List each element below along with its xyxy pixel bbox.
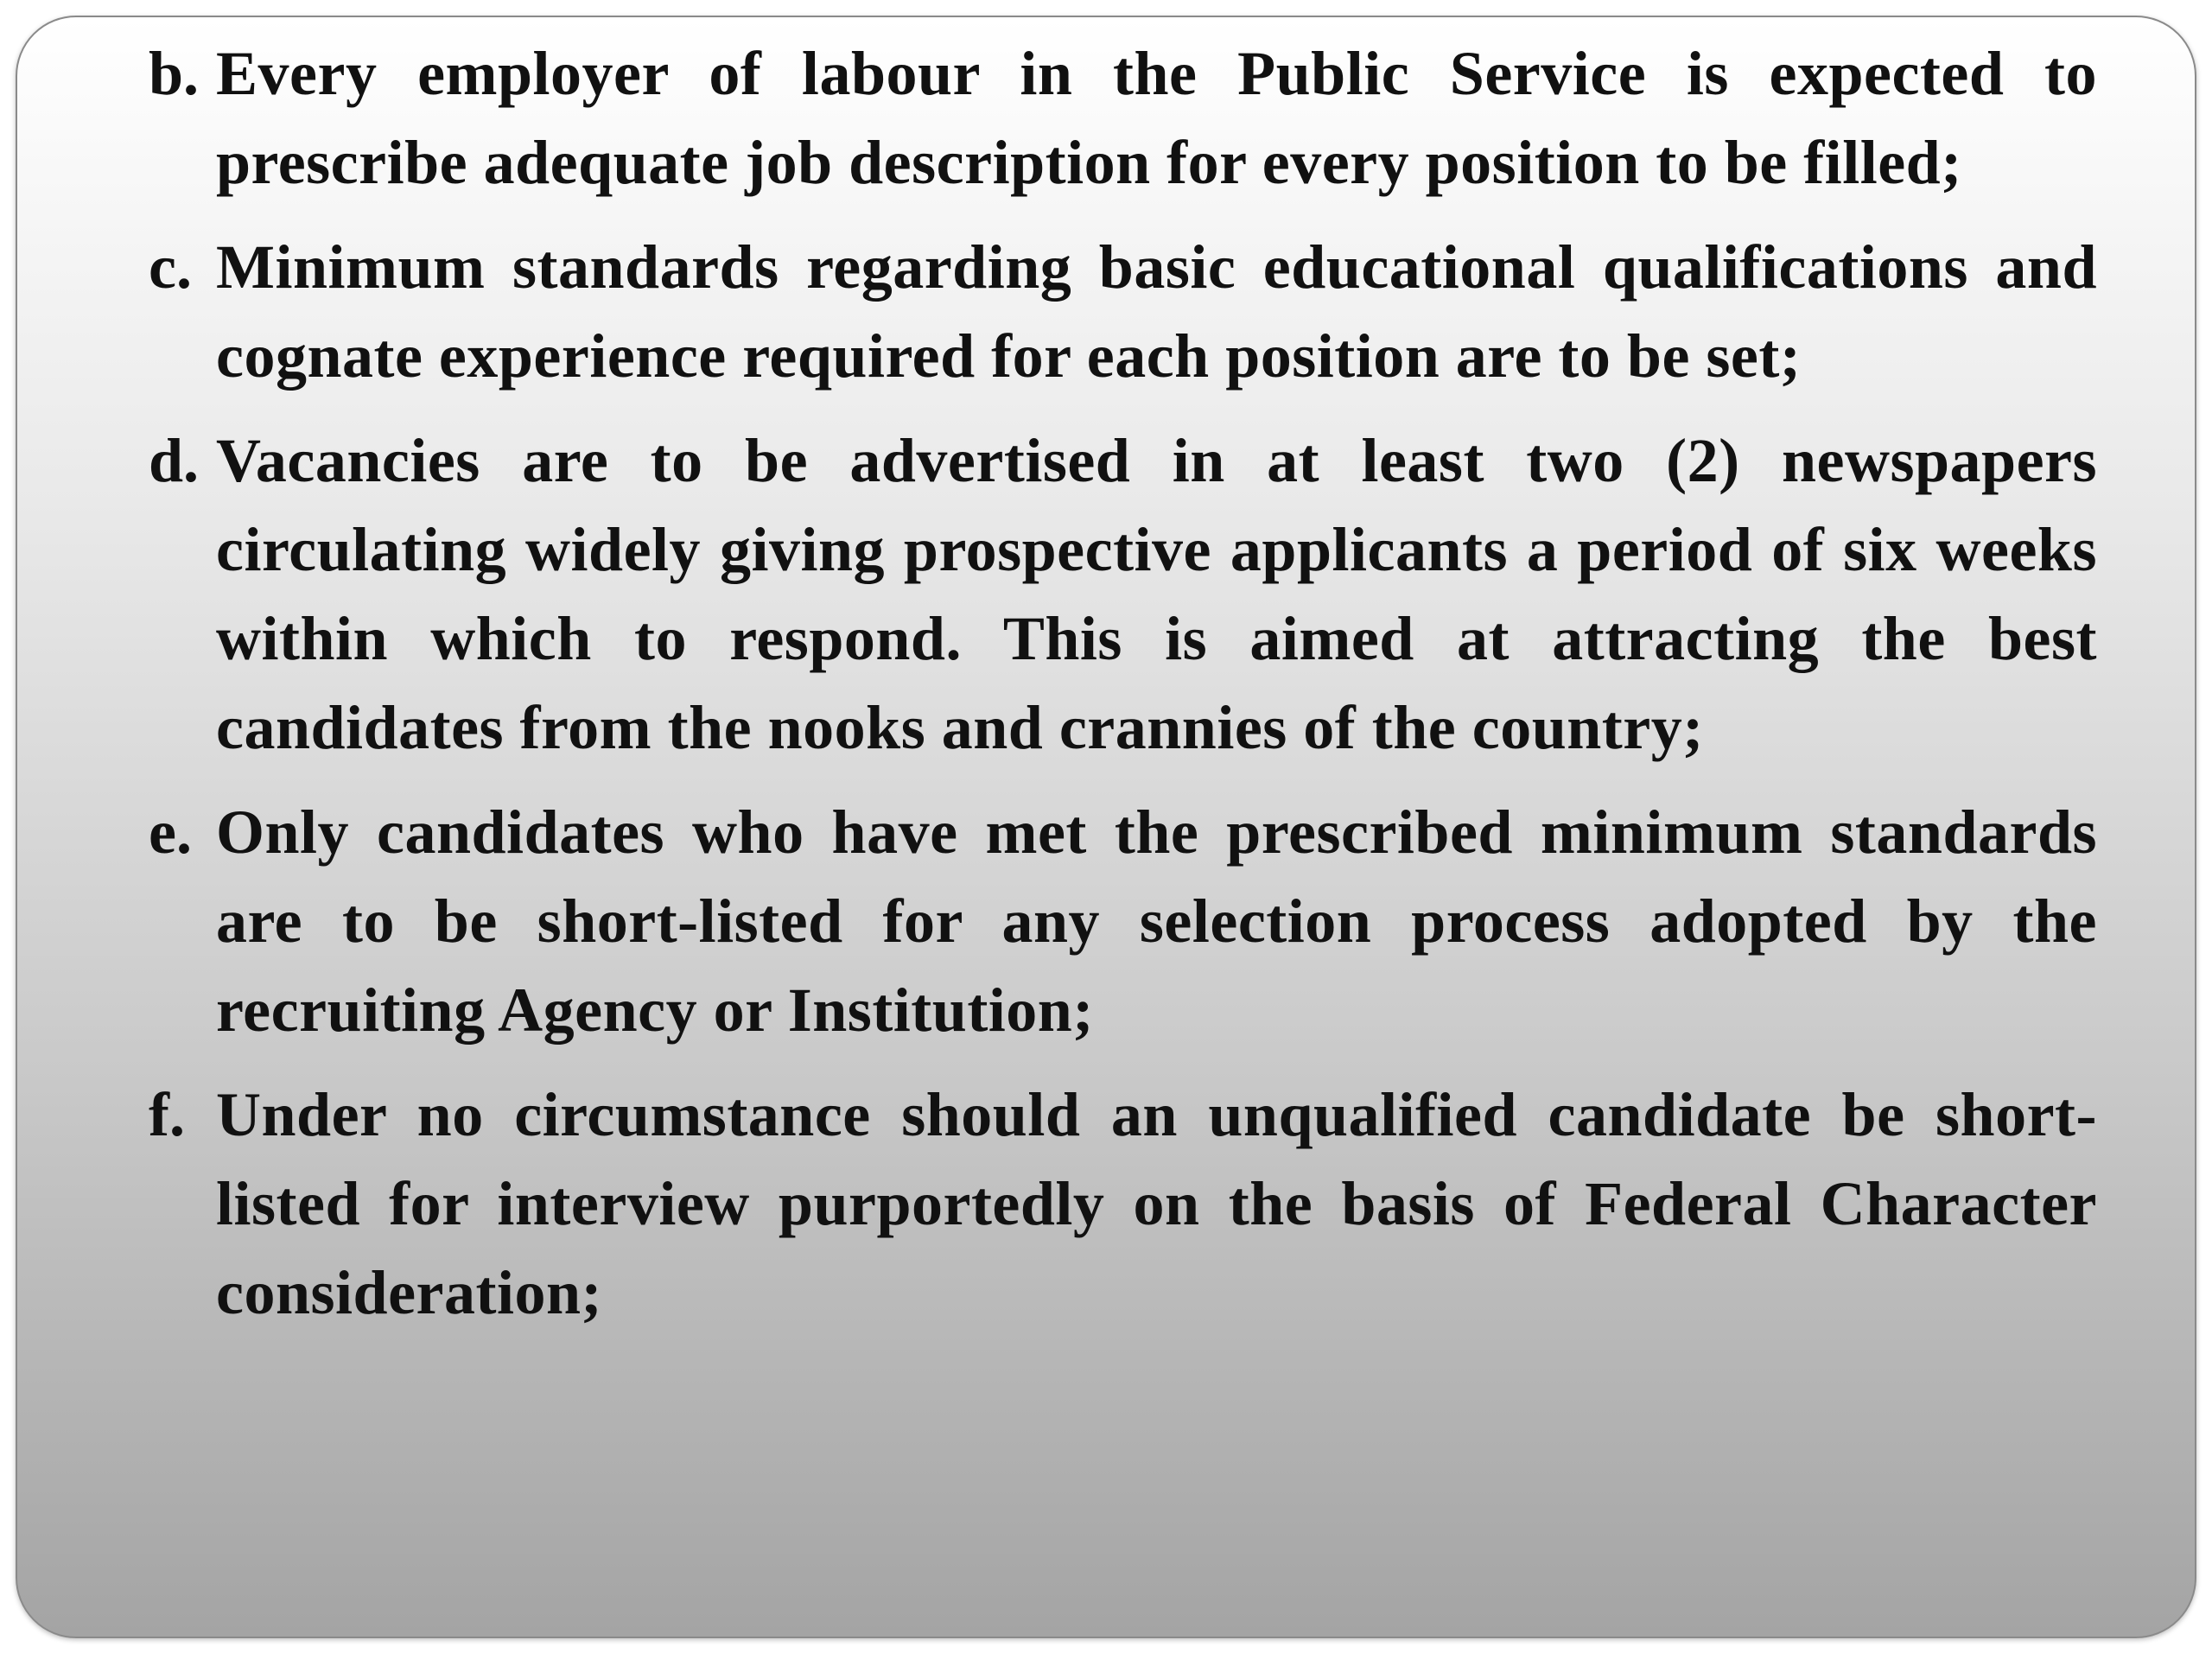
slide-panel — [16, 16, 2196, 1638]
list-item-text: Minimum standards regarding basic educational qualifications and cognate experience required for each position are to be set; — [216, 232, 2097, 391]
list-item-e — [149, 788, 2097, 1055]
list-item-c — [149, 223, 2097, 401]
list-item-text: Under no circumstance should an unqualified candidate be short-listed for interview purportedly on the basis of Federal Character consideration; — [216, 1080, 2097, 1327]
list-marker: b. — [149, 39, 200, 108]
list-marker: e. — [149, 798, 192, 867]
list-marker: f. — [149, 1080, 185, 1149]
guidelines-list — [149, 29, 2097, 1353]
list-item-b — [149, 29, 2097, 207]
list-item-text: Every employer of labour in the Public Service is expected to prescribe adequate job description for every position to be filled; — [216, 39, 2097, 197]
list-item-text: Only candidates who have met the prescribed minimum standards are to be short-listed for any selection process adopted by the recruiting Agency or Institution; — [216, 798, 2097, 1045]
list-item-d — [149, 416, 2097, 772]
list-item-f — [149, 1071, 2097, 1338]
list-marker: c. — [149, 232, 192, 302]
list-marker: d. — [149, 426, 200, 495]
list-item-text: Vacancies are to be advertised in at least two (2) newspapers circulating widely giving prospective applicants a period of six weeks within which to respond. This is aimed at attracting the best candidates from the nooks and crannies of the country; — [216, 426, 2097, 762]
